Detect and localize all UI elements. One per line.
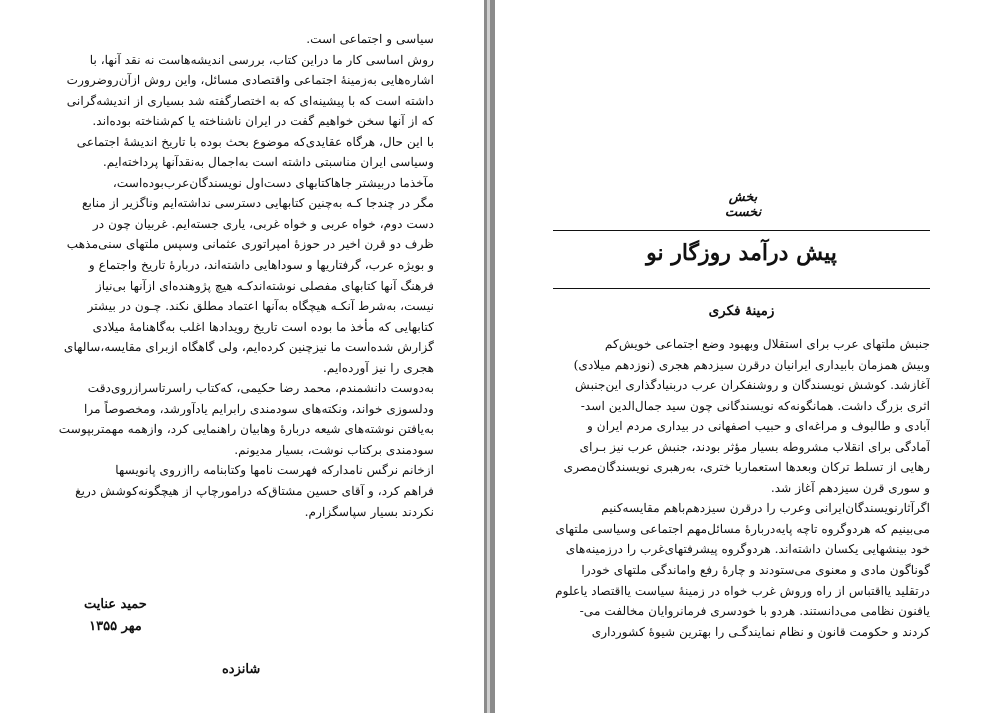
text-line: جنبش ملتهای عرب برای استقلال وبهبود وضع اجتماعی خویش‌کم [604,337,930,351]
text-line: گزارش شده‌است ما نیزچنین کرده‌ایم، ولی گاهگاه ازبرای مقایسه،سالهای [63,340,434,355]
text-line: داشته است که با پیشینه‌ای که به اختصارگفته شد بسیاری از اندیشه‌گرانی [66,93,434,108]
left-page-body [46,29,434,522]
text-line: نیست، به‌شرط آنکـه هیچگاه به‌آنها اعتماد مطلق نکند. چـون در بیشتر [87,299,434,314]
text-line: اشاره‌هایی به‌زمینهٔ اجتماعی واقتصادی مسائل، واین روش ازآن‌روضرورت [66,73,434,88]
text-line: هجری را نیز آورده‌ایم. [323,360,434,375]
author-signature [84,594,147,638]
text-line: به‌دوست دانشمندم، محمد رضا حکیمی، که‌کتاب راسرتاسرازروی‌دقت [87,381,434,396]
text-line: ظرف دو قرن اخیر در حوزهٔ امپراتوری عثمانی وسپس ملتهای سنی‌مذهب [66,237,434,252]
subheading: زمینهٔ فکری [708,303,775,319]
text-line: فرهنگ آنها کتابهای مفصلی نوشته‌اندکـه هیچ پژوهنده‌ای ازآنها بی‌نیاز [95,278,434,293]
text-line: روش اساسی کار ما دراین کتاب، بررسی اندیشه‌هاست نه نقد آنها، با [89,52,434,67]
text-line: دست دوم، خواه عربی و خواه غربی، یاری جسته‌ایم. غربیان چون در [92,216,434,231]
text-line: ودلسوزی خواند، ونکته‌های سودمندی رابرایم یادآورشد، ومخصوصاً مرا [83,401,434,416]
text-line: خود بینشهایی یکسان داشته‌اند. هردو‌گروه پیشرفتهای‌غرب را درزمینه‌های [565,542,930,557]
gutter-highlight [487,0,490,713]
author-name: حمید عنایت [84,597,147,612]
text-line: آغازشد. کوشش نویسندگان و روشنفکران عرب دربنیادگذاری این‌جنبش [575,378,930,393]
chapter-title: پیش درآمد روزگار نو [646,240,837,266]
text-line: به‌یافتن نوشته‌های شیعه دربارهٔ وهابیان راهنمایی کرد، وازهمه مهمتربپوست [58,422,434,437]
signature-date: مهر ۱۳۵۵ [89,619,142,634]
text-line: سودمندی برکتاب نوشت، بسیار مدیونم. [234,442,434,457]
text-line: می‌بینیم که هردوگروه تاچه پایه‌دربارهٔ مسائل‌مهم اجتماعی وسیاسی ملتهای [555,521,930,536]
title-rule-bottom [553,288,930,289]
text-line: گوناگون مادی و معنوی می‌ستودند و چارهٔ رفع واماندگی ملتهای خودرا [581,563,930,578]
text-line: درتقلید یااقتباس از راه وروش غرب خواه در زمینهٔ سیاست یااقتصاد یاعلوم [555,583,930,598]
text-line: سیاسی و اجتماعی است. [306,32,434,46]
text-line: یافنون نظامی می‌دانستند. هردو با خودسری فرمانروایان مخالفت می- [579,604,930,619]
text-line: مآخذما دربیشتر جاهاکتابهای دست‌اول نویسندگان‌عرب‌بوده‌است، [112,175,434,190]
text-line: و بویژه عرب، گرفتاریها و سوداهایی داشته‌اند، دربارهٔ تاریخ واجتماع و [88,258,434,273]
text-line: و سوری قرن سیزدهم آغاز شد. [770,480,930,495]
text-line: وبیش همزمان بابیداری ایرانیان درقرن سیزدهم هجری (نوزدهم میلادی) [573,357,930,372]
section-label: بخش نخست [724,190,762,220]
text-line: که از آنها سخن خواهیم گفت در ایران ناشناخته یا کم‌شناخته بوده‌اند. [92,114,434,129]
book-gutter [484,0,495,713]
text-line: کتابهایی که مأخذ ما بوده است تاریخ رویدادها اغلب به‌گاهنامهٔ میلادی [92,319,434,334]
text-line: کردند و حکومت قانون و نظام نمایندگـی را بهترین شیوهٔ کشورداری [591,624,930,639]
text-line: اثری بزرگ داشت. همانگونه‌که نویسندگانی چون سید جمال‌الدین اسد- [580,398,930,413]
text-line: مگر در چندجا کـه به‌چنین کتابهایی دسترسی نداشته‌ایم وناگزیر از منابع [82,196,434,211]
page-number: شانزده [222,662,261,677]
text-line: نکردند بسیار سپاسگزارم. [304,504,434,519]
text-line: ازخانم نرگس نامدارکه فهرست نامها وکتابنامه راازروی پانویسها [115,463,434,478]
text-line: اگرآثارنویسندگان‌ایرانی وعرب را درقرن سیزدهم‌باهم مقایسه‌کنیم [601,501,930,516]
text-line: وسیاسی ایران مناسبتی داشته است به‌اجمال به‌نقدآنها پرداخته‌ایم. [102,155,434,170]
text-line: آبادی و طالبوف و مراغه‌ای و حبیب اصفهانی در بیداری مردم ایران و [587,419,930,434]
text-line: با این حال، هرگاه عقایدی‌که موضوع بحث بوده با تاریخ اندیشهٔ اجتماعی [76,134,434,149]
right-page-body [553,334,930,642]
text-line: رهایی از تسلط ترکان وبعدها استعماربا ختری، به‌رهبری نویسندگان‌مصری [563,460,930,475]
text-line: آمادگی برای انقلاب مشروطه بسیار مؤثر بودند، جنبش عرب نیز بـرای [579,439,930,454]
text-line: فراهم کرد، و آقای حسین مشتاق‌که درامورچاپ از هیچگونه‌کوشش دریغ [75,484,434,499]
title-rule-top [553,230,930,231]
